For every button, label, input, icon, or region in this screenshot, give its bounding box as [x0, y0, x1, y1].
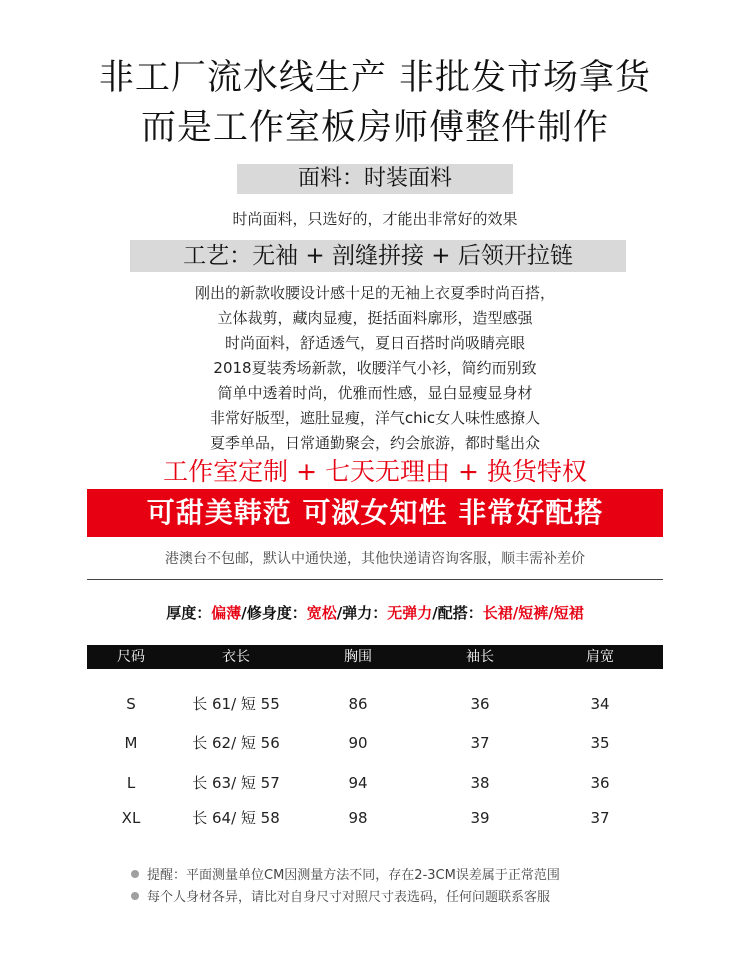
cell-sleeve: 36 — [470, 695, 490, 713]
bullet-dot-icon — [131, 870, 139, 878]
description-line: 2018夏装秀场新款，收腰洋气小衫，简约而别致 — [213, 359, 537, 377]
header-bust: 胸围 — [344, 649, 372, 665]
description-line: 简单中透着时尚，优雅而性感，显白显瘦显身材 — [217, 384, 533, 402]
shipping-note: 港澳台不包邮，默认中通快递，其他快递请咨询客服，顺丰需补差价 — [165, 551, 585, 567]
table-row — [87, 771, 663, 795]
header-size: 尺码 — [117, 649, 145, 665]
description-line: 刚出的新款收腰设计感十足的无袖上衣夏季时尚百搭， — [194, 284, 555, 302]
cell-length: 长 63/ 短 57 — [192, 774, 280, 792]
header-shoulder: 肩宽 — [586, 649, 614, 665]
description-line: 立体裁剪，藏肉显瘦，挺括面料廓形，造型感强 — [217, 309, 533, 327]
fit-label: /修身度： — [241, 604, 307, 622]
cell-bust: 90 — [348, 734, 368, 752]
cell-shoulder: 37 — [590, 809, 610, 827]
fit-value: 宽松 — [306, 604, 337, 622]
cell-shoulder: 36 — [590, 774, 610, 792]
thickness-value: 偏薄 — [211, 604, 242, 622]
cell-length: 长 62/ 短 56 — [192, 734, 280, 752]
bullet-dot-icon — [131, 892, 139, 900]
cell-size: M — [124, 734, 138, 752]
size-selection-note — [131, 886, 550, 905]
cell-bust: 98 — [348, 809, 368, 827]
description-line: 非常好版型，遮肚显瘦，洋气chic女人味性感撩人 — [209, 409, 541, 427]
measurement-note — [131, 864, 560, 883]
fabric-title-bar: 面料：时装面料 — [237, 164, 513, 194]
match-value: 长裙/短裤/短裙 — [482, 604, 584, 622]
cell-size: S — [126, 695, 136, 713]
match-label: /配搭： — [432, 604, 483, 622]
description-line: 时尚面料，舒适透气，夏日百搭时尚吸睛亮眼 — [224, 334, 525, 352]
cell-length: 长 64/ 短 58 — [192, 809, 280, 827]
cell-sleeve: 38 — [470, 774, 490, 792]
attributes-line — [0, 602, 750, 623]
cell-length: 长 61/ 短 55 — [192, 695, 280, 713]
cell-size: L — [126, 774, 136, 792]
headline-line-1: 非工厂流水线生产 非批发市场拿货 — [98, 58, 652, 98]
headline-line-2: 而是工作室板房师傅整件制作 — [140, 108, 609, 148]
stretch-value: 无弹力 — [387, 604, 433, 622]
header-length: 衣长 — [222, 649, 250, 665]
note-text: 每个人身材各异，请比对自身尺寸对照尺寸表选码，任何问题联系客服 — [147, 890, 551, 905]
fabric-description: 时尚面料，只选好的，才能出非常好的效果 — [232, 210, 518, 228]
note-text: 提醒：平面测量单位CM因测量方法不同，存在2-3CM误差属于正常范围 — [147, 868, 560, 883]
description-line: 夏季单品，日常通勤聚会，约会旅游，都时髦出众 — [209, 434, 540, 452]
table-row — [87, 806, 663, 830]
thickness-label: 厚度： — [166, 604, 212, 622]
table-row — [87, 692, 663, 716]
cell-sleeve: 37 — [470, 734, 490, 752]
promo-banner: 可甜美韩范 可淑女知性 非常好配搭 — [87, 489, 663, 537]
promo-red-text: 工作室定制 + 七天无理由 + 换货特权 — [163, 457, 587, 486]
stretch-label: /弹力： — [336, 604, 388, 622]
size-table-header — [87, 645, 663, 669]
cell-shoulder: 35 — [590, 734, 610, 752]
table-row — [87, 731, 663, 755]
cell-bust: 94 — [348, 774, 368, 792]
cell-sleeve: 39 — [470, 809, 490, 827]
header-sleeve: 袖长 — [466, 649, 494, 665]
cell-bust: 86 — [348, 695, 368, 713]
cell-shoulder: 34 — [590, 695, 610, 713]
divider — [87, 579, 663, 580]
craft-title-bar: 工艺：无袖 + 剖缝拼接 + 后领开拉链 — [130, 240, 626, 272]
cell-size: XL — [121, 809, 141, 827]
